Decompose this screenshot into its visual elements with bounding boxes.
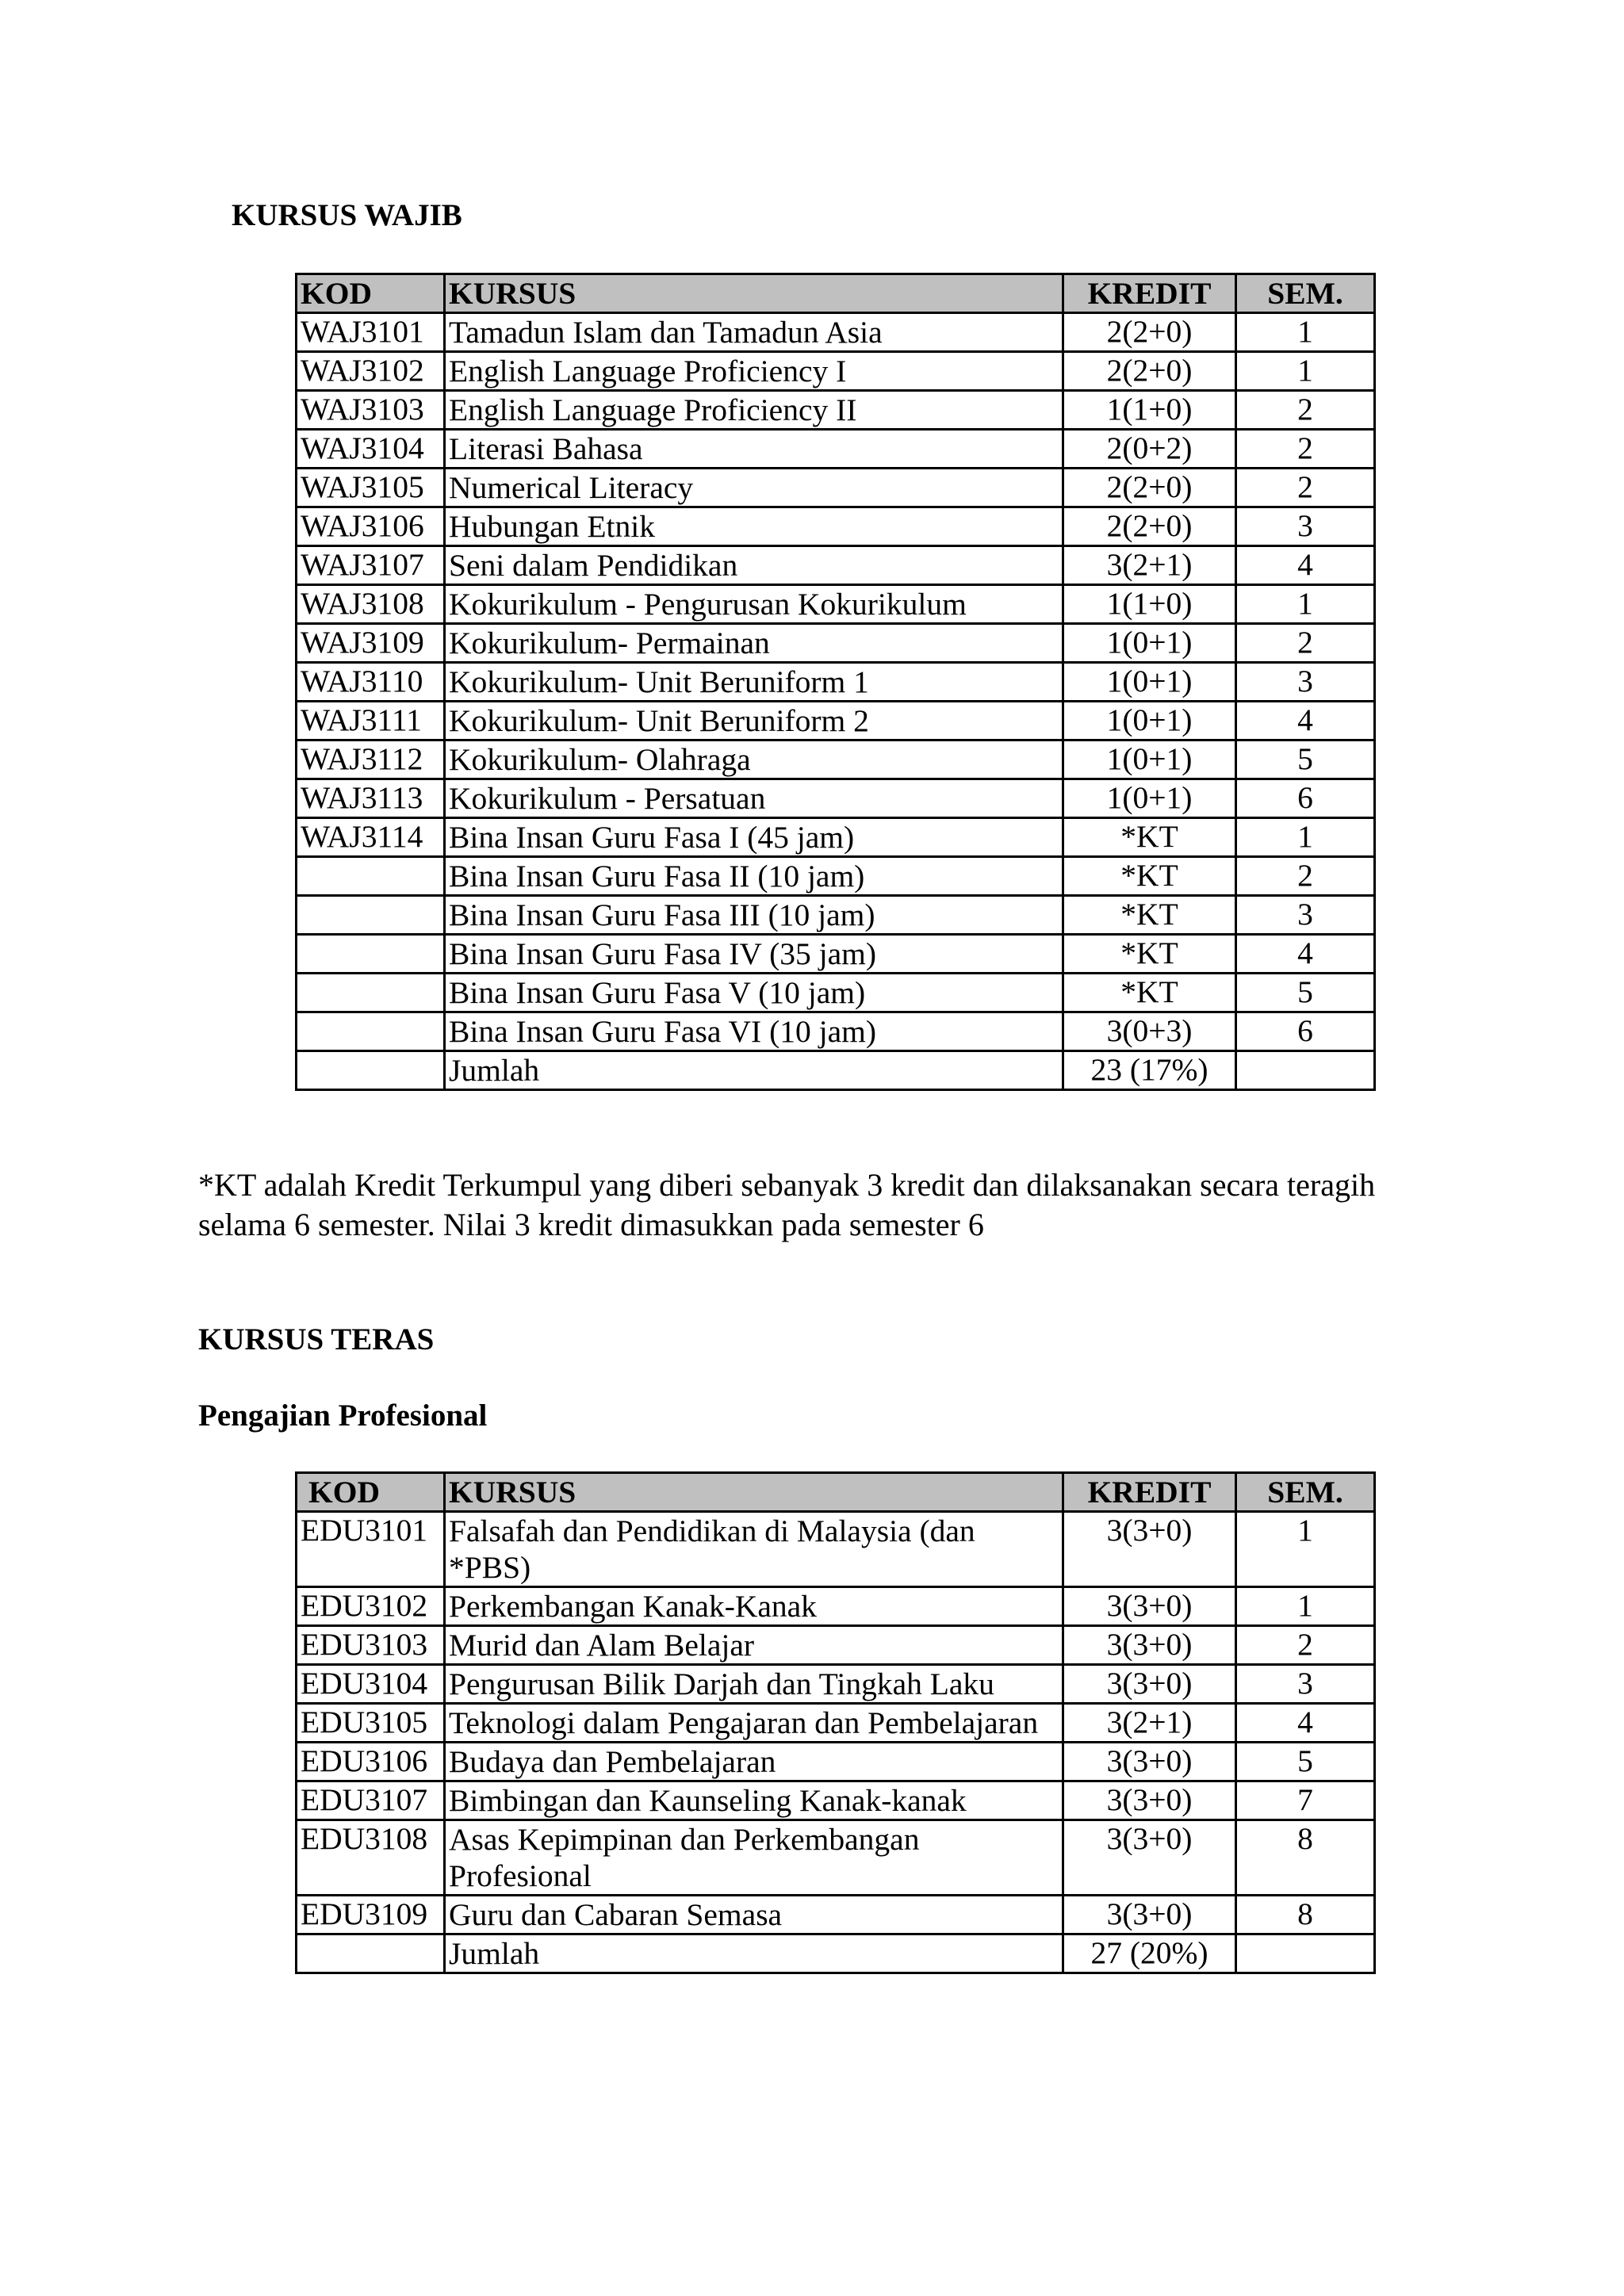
cell-kredit: 3(2+1): [1063, 1704, 1236, 1743]
cell-kod: [297, 935, 445, 974]
table-row: [297, 1896, 1375, 1934]
column-header-kursus: KURSUS: [445, 274, 1063, 313]
table-row: [297, 624, 1375, 663]
cell-kredit: 3(3+0): [1063, 1820, 1236, 1896]
cell-kod: EDU3109: [297, 1896, 445, 1934]
kursus-teras-heading: KURSUS TERAS: [198, 1322, 435, 1357]
cell-kursus: Seni dalam Pendidikan: [445, 546, 1063, 585]
cell-kursus: Kokurikulum- Olahraga: [445, 740, 1063, 779]
cell-kod: WAJ3108: [297, 585, 445, 624]
cell-sem: [1236, 1051, 1375, 1090]
cell-sem: 1: [1236, 818, 1375, 857]
table-row: [297, 1665, 1375, 1704]
cell-sem: 3: [1236, 663, 1375, 702]
cell-kursus: Budaya dan Pembelajaran: [445, 1743, 1063, 1781]
cell-kod: WAJ3103: [297, 391, 445, 430]
cell-kursus: Teknologi dalam Pengajaran dan Pembelajaran: [445, 1704, 1063, 1743]
column-header-kredit: KREDIT: [1063, 1473, 1236, 1512]
cell-kursus: Jumlah: [445, 1934, 1063, 1973]
cell-kod: [297, 857, 445, 896]
table-row: [297, 546, 1375, 585]
table-row: [297, 313, 1375, 352]
cell-sem: 2: [1236, 857, 1375, 896]
cell-sem: 2: [1236, 469, 1375, 507]
cell-sem: 4: [1236, 546, 1375, 585]
cell-kredit: 1(0+1): [1063, 702, 1236, 740]
cell-kursus: English Language Proficiency II: [445, 391, 1063, 430]
cell-kursus: Tamadun Islam dan Tamadun Asia: [445, 313, 1063, 352]
table-row: [297, 507, 1375, 546]
table-row: [297, 974, 1375, 1012]
cell-kursus: Bimbingan dan Kaunseling Kanak-kanak: [445, 1781, 1063, 1820]
cell-kredit: 2(2+0): [1063, 352, 1236, 391]
cell-kod: WAJ3102: [297, 352, 445, 391]
cell-sem: 8: [1236, 1820, 1375, 1896]
cell-sem: 2: [1236, 430, 1375, 469]
cell-sem: 8: [1236, 1896, 1375, 1934]
cell-kredit: 3(3+0): [1063, 1781, 1236, 1820]
cell-kod: [297, 896, 445, 935]
cell-sem: 3: [1236, 896, 1375, 935]
cell-kredit: 3(3+0): [1063, 1896, 1236, 1934]
column-header-sem: SEM.: [1236, 274, 1375, 313]
cell-kod: [297, 974, 445, 1012]
cell-kursus: Bina Insan Guru Fasa V (10 jam): [445, 974, 1063, 1012]
table-row: [297, 935, 1375, 974]
cell-kredit: *KT: [1063, 896, 1236, 935]
cell-kod: EDU3104: [297, 1665, 445, 1704]
table-row: [297, 1934, 1375, 1973]
cell-kod: WAJ3101: [297, 313, 445, 352]
cell-kursus: Bina Insan Guru Fasa I (45 jam): [445, 818, 1063, 857]
cell-kod: EDU3108: [297, 1820, 445, 1896]
cell-kursus: Jumlah: [445, 1051, 1063, 1090]
cell-kredit: *KT: [1063, 935, 1236, 974]
cell-kod: EDU3105: [297, 1704, 445, 1743]
cell-sem: 2: [1236, 1626, 1375, 1665]
cell-kod: WAJ3112: [297, 740, 445, 779]
cell-kursus: Bina Insan Guru Fasa II (10 jam): [445, 857, 1063, 896]
cell-kredit: 3(3+0): [1063, 1512, 1236, 1587]
cell-sem: 1: [1236, 1587, 1375, 1626]
table-row: [297, 1704, 1375, 1743]
cell-kursus: Pengurusan Bilik Darjah dan Tingkah Laku: [445, 1665, 1063, 1704]
cell-kredit: 2(2+0): [1063, 313, 1236, 352]
table-row: [297, 1820, 1375, 1896]
kursus-wajib-heading: KURSUS WAJIB: [232, 198, 462, 232]
cell-sem: 5: [1236, 974, 1375, 1012]
kursus-teras-rows: [297, 1512, 1375, 1973]
cell-kod: EDU3101: [297, 1512, 445, 1587]
cell-kursus: Kokurikulum- Unit Beruniform 1: [445, 663, 1063, 702]
cell-sem: 2: [1236, 624, 1375, 663]
table-row: [297, 585, 1375, 624]
cell-kursus: Bina Insan Guru Fasa III (10 jam): [445, 896, 1063, 935]
cell-kursus: Kokurikulum - Persatuan: [445, 779, 1063, 818]
table-row: [297, 1587, 1375, 1626]
cell-kursus: Falsafah dan Pendidikan di Malaysia (dan *PBS): [445, 1512, 1063, 1587]
cell-kursus: Guru dan Cabaran Semasa: [445, 1896, 1063, 1934]
cell-sem: 5: [1236, 740, 1375, 779]
table-row: [297, 1626, 1375, 1665]
kt-footnote: *KT adalah Kredit Terkumpul yang diberi sebanyak 3 kredit dan dilaksanakan secara teragih selama 6 semester. Nilai 3 kredit dimasukkan pada semester 6: [198, 1167, 1376, 1242]
table-row: [297, 896, 1375, 935]
table-row: [297, 1012, 1375, 1051]
cell-kursus: Kokurikulum- Permainan: [445, 624, 1063, 663]
column-header-kod: KOD: [297, 274, 445, 313]
cell-kredit: 1(0+1): [1063, 740, 1236, 779]
table-header-row: [297, 1473, 1375, 1512]
cell-kod: EDU3103: [297, 1626, 445, 1665]
table-row: [297, 1512, 1375, 1587]
cell-kod: WAJ3104: [297, 430, 445, 469]
column-header-kod: KOD: [297, 1473, 445, 1512]
cell-kredit: 1(1+0): [1063, 391, 1236, 430]
cell-kredit: 2(0+2): [1063, 430, 1236, 469]
cell-kredit: 1(0+1): [1063, 779, 1236, 818]
cell-kod: [297, 1051, 445, 1090]
cell-kod: WAJ3113: [297, 779, 445, 818]
cell-sem: 3: [1236, 1665, 1375, 1704]
cell-sem: 1: [1236, 313, 1375, 352]
cell-kredit: 3(3+0): [1063, 1626, 1236, 1665]
column-header-sem: SEM.: [1236, 1473, 1375, 1512]
cell-kredit: 3(3+0): [1063, 1665, 1236, 1704]
cell-kredit: 3(3+0): [1063, 1587, 1236, 1626]
kursus-teras-table: [295, 1471, 1376, 1974]
cell-kredit: 2(2+0): [1063, 469, 1236, 507]
cell-kod: WAJ3111: [297, 702, 445, 740]
cell-kredit: *KT: [1063, 974, 1236, 1012]
kursus-wajib-table: [295, 273, 1376, 1091]
cell-kod: WAJ3107: [297, 546, 445, 585]
cell-kod: EDU3102: [297, 1587, 445, 1626]
cell-kursus: Asas Kepimpinan dan Perkembangan Profesional: [445, 1820, 1063, 1896]
cell-kredit: *KT: [1063, 857, 1236, 896]
cell-kod: WAJ3109: [297, 624, 445, 663]
cell-sem: 4: [1236, 935, 1375, 974]
column-header-kursus: KURSUS: [445, 1473, 1063, 1512]
table-row: [297, 1743, 1375, 1781]
cell-kod: WAJ3105: [297, 469, 445, 507]
cell-sem: 6: [1236, 779, 1375, 818]
cell-sem: 1: [1236, 585, 1375, 624]
table-row: [297, 1781, 1375, 1820]
cell-kredit: 27 (20%): [1063, 1934, 1236, 1973]
cell-sem: 3: [1236, 507, 1375, 546]
cell-sem: 4: [1236, 1704, 1375, 1743]
cell-kredit: 2(2+0): [1063, 507, 1236, 546]
cell-kredit: 3(2+1): [1063, 546, 1236, 585]
cell-kursus: Literasi Bahasa: [445, 430, 1063, 469]
table-header-row: [297, 274, 1375, 313]
column-header-kredit: KREDIT: [1063, 274, 1236, 313]
cell-kod: EDU3106: [297, 1743, 445, 1781]
pengajian-profesional-subheading: Pengajian Profesional: [198, 1399, 488, 1433]
cell-kredit: 3(3+0): [1063, 1743, 1236, 1781]
cell-kursus: Murid dan Alam Belajar: [445, 1626, 1063, 1665]
cell-kod: EDU3107: [297, 1781, 445, 1820]
cell-sem: 7: [1236, 1781, 1375, 1820]
cell-sem: [1236, 1934, 1375, 1973]
cell-kursus: Numerical Literacy: [445, 469, 1063, 507]
table-row: [297, 663, 1375, 702]
cell-kredit: 1(1+0): [1063, 585, 1236, 624]
table-row: [297, 430, 1375, 469]
cell-kursus: Bina Insan Guru Fasa IV (35 jam): [445, 935, 1063, 974]
cell-kursus: Kokurikulum - Pengurusan Kokurikulum: [445, 585, 1063, 624]
cell-kredit: *KT: [1063, 818, 1236, 857]
table-row: [297, 857, 1375, 896]
cell-sem: 1: [1236, 352, 1375, 391]
table-row: [297, 391, 1375, 430]
cell-kursus: Bina Insan Guru Fasa VI (10 jam): [445, 1012, 1063, 1051]
cell-kursus: Kokurikulum- Unit Beruniform 2: [445, 702, 1063, 740]
cell-sem: 2: [1236, 391, 1375, 430]
cell-kursus: English Language Proficiency I: [445, 352, 1063, 391]
cell-kursus: Perkembangan Kanak-Kanak: [445, 1587, 1063, 1626]
cell-kredit: 23 (17%): [1063, 1051, 1236, 1090]
table-row: [297, 469, 1375, 507]
cell-kredit: 1(0+1): [1063, 624, 1236, 663]
cell-sem: 1: [1236, 1512, 1375, 1587]
table-row: [297, 1051, 1375, 1090]
cell-kod: [297, 1012, 445, 1051]
cell-sem: 4: [1236, 702, 1375, 740]
cell-kredit: 3(0+3): [1063, 1012, 1236, 1051]
cell-kod: WAJ3106: [297, 507, 445, 546]
cell-kursus: Hubungan Etnik: [445, 507, 1063, 546]
table-row: [297, 818, 1375, 857]
table-row: [297, 352, 1375, 391]
cell-kod: WAJ3114: [297, 818, 445, 857]
cell-sem: 5: [1236, 1743, 1375, 1781]
table-row: [297, 740, 1375, 779]
cell-sem: 6: [1236, 1012, 1375, 1051]
table-row: [297, 779, 1375, 818]
cell-kod: WAJ3110: [297, 663, 445, 702]
cell-kredit: 1(0+1): [1063, 663, 1236, 702]
kursus-wajib-rows: [297, 313, 1375, 1090]
table-row: [297, 702, 1375, 740]
cell-kod: [297, 1934, 445, 1973]
